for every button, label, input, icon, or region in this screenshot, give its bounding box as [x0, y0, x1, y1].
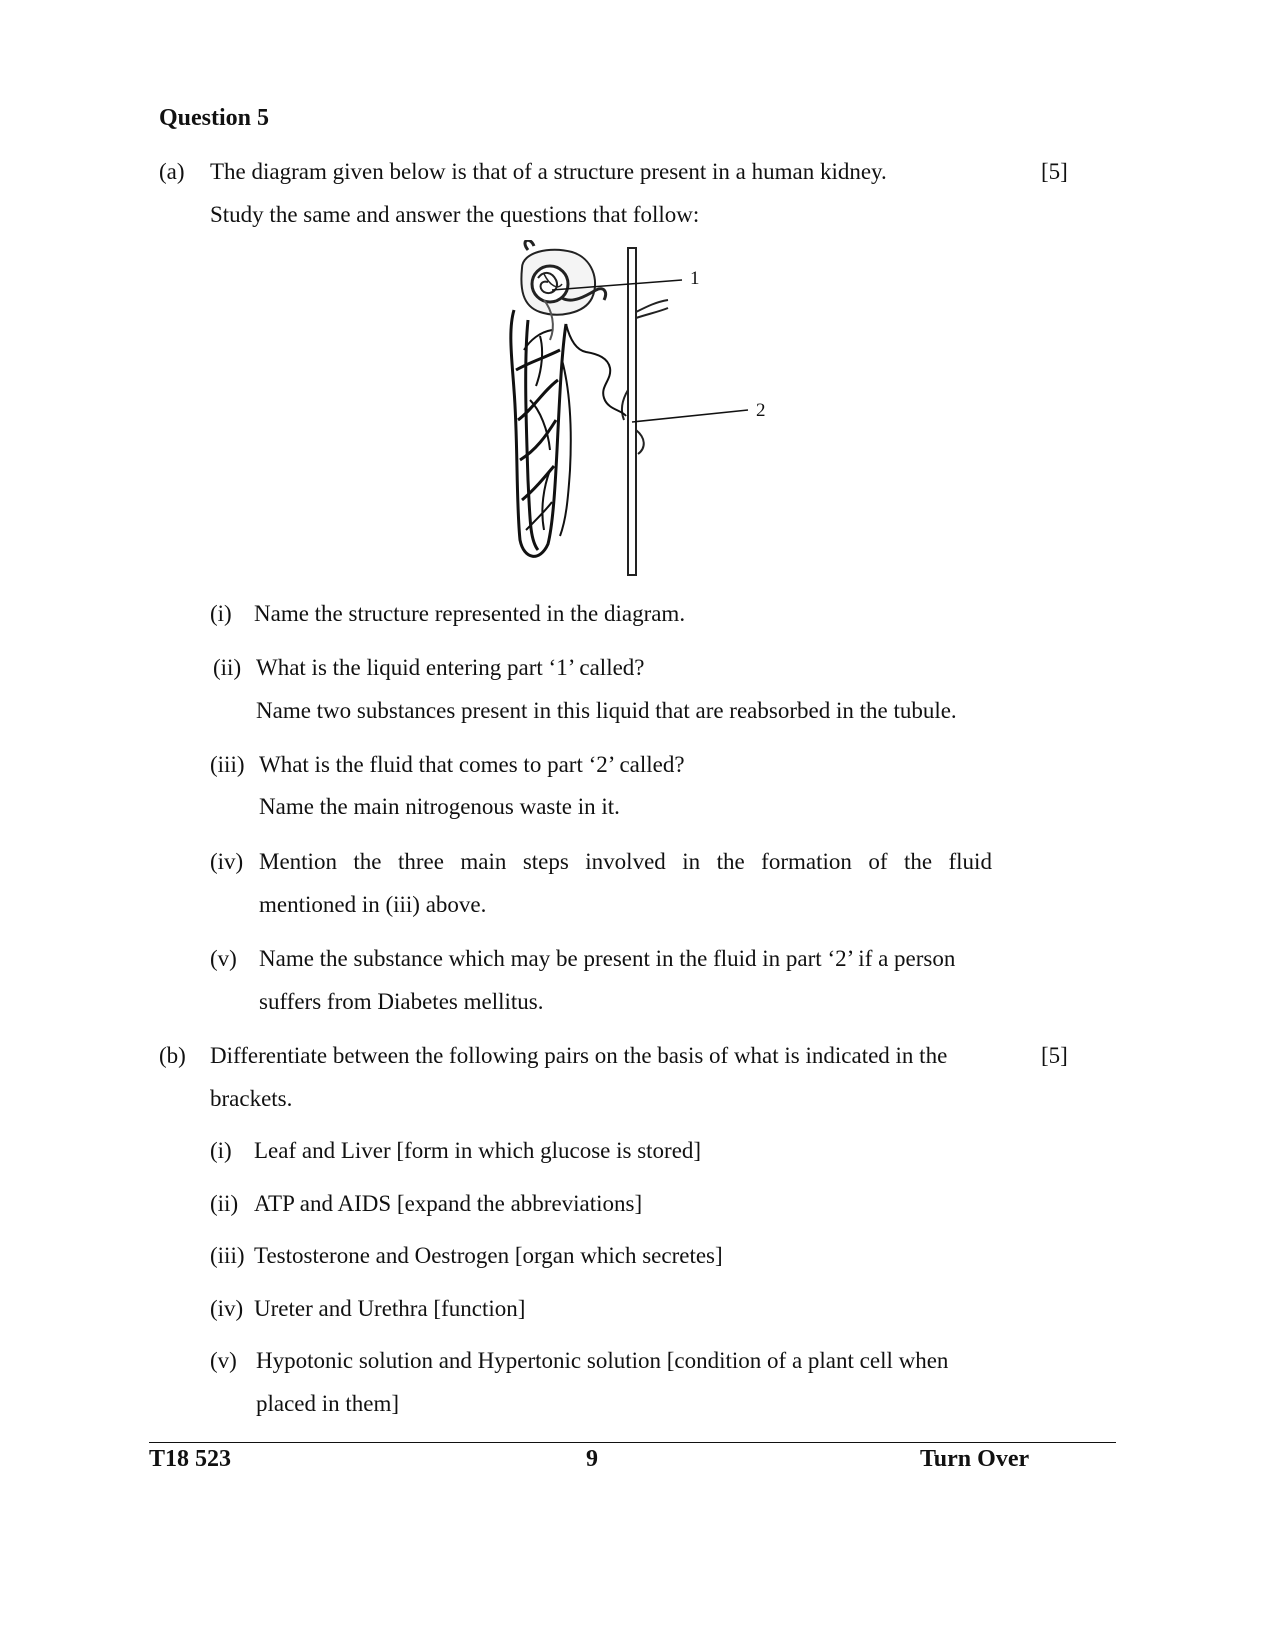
word: Mention [259, 849, 337, 874]
question-title: Question 5 [159, 105, 270, 131]
part-a-intro: The diagram given below is that of a structure present in a human kidney. [210, 159, 887, 184]
part-a-intro-line2: Study the same and answer the questions that follow: [210, 202, 700, 227]
a-item-ii-text2: Name two substances present in this liquid that are reabsorbed in the tubule. [256, 698, 957, 723]
word: three [397, 849, 444, 874]
word: the [716, 849, 745, 874]
part-b-intro-line2: brackets. [210, 1086, 293, 1111]
b-item-v-num: (v) [210, 1348, 237, 1373]
a-item-ii-text: What is the liquid entering part ‘1’ called? [256, 655, 645, 680]
collecting-duct [622, 248, 668, 575]
b-item-i-text: Leaf and Liver [form in which glucose is stored] [254, 1138, 702, 1163]
a-item-iii-text2: Name the main nitrogenous waste in it. [259, 794, 620, 819]
a-item-iii-text: What is the fluid that comes to part ‘2’ called? [259, 752, 685, 777]
word: fluid [948, 849, 992, 874]
part-b-intro: Differentiate between the following pairs on the basis of what is indicated in the [210, 1043, 948, 1068]
b-item-iv-num: (iv) [210, 1296, 244, 1321]
b-item-v-text: Hypotonic solution and Hypertonic solution [condition of a plant cell when [256, 1348, 949, 1373]
word: formation [761, 849, 852, 874]
word: main [460, 849, 507, 874]
a-item-iv-num: (iv) [210, 849, 244, 874]
part-b-label: (b) [159, 1043, 186, 1068]
word: the [353, 849, 382, 874]
part-a-label: (a) [159, 159, 185, 184]
footer-page-number: 9 [586, 1446, 598, 1472]
word: the [903, 849, 933, 874]
footer-turn-over: Turn Over [920, 1446, 1030, 1472]
a-item-i-num: (i) [210, 601, 232, 626]
label-2-leader [632, 410, 748, 422]
footer-code: T18 523 [149, 1446, 232, 1472]
a-item-iv-text2: mentioned in (iii) above. [259, 892, 487, 917]
a-item-v-text2: suffers from Diabetes mellitus. [259, 989, 544, 1014]
word: in [682, 849, 701, 874]
b-item-v-text2: placed in them] [256, 1391, 400, 1416]
a-item-ii-num: (ii) [213, 655, 242, 680]
a-item-i-text: Name the structure represented in the diagram. [254, 601, 686, 626]
a-item-v-num: (v) [210, 946, 237, 971]
b-item-iii-text: Testosterone and Oestrogen [organ which secretes] [254, 1243, 723, 1268]
b-item-ii-text: ATP and AIDS [expand the abbreviations] [254, 1191, 643, 1216]
a-item-iii-num: (iii) [210, 752, 245, 777]
diagram-label-1: 1 [690, 268, 700, 289]
a-item-iv-text [259, 848, 992, 876]
word: of [868, 849, 888, 874]
renal-tubule [511, 300, 626, 556]
a-item-v-text: Name the substance which may be present in the fluid in part ‘2’ if a person [259, 946, 956, 971]
b-item-iii-num: (iii) [210, 1243, 245, 1268]
word: involved [585, 849, 666, 874]
nephron-diagram [500, 240, 800, 585]
word: steps [522, 849, 569, 874]
bowmans-capsule [521, 240, 605, 314]
part-a-marks: [5] [1041, 159, 1068, 184]
b-item-iv-text: Ureter and Urethra [function] [254, 1296, 526, 1321]
part-b-marks: [5] [1041, 1043, 1068, 1068]
b-item-ii-num: (ii) [210, 1191, 239, 1216]
b-item-i-num: (i) [210, 1138, 232, 1163]
footer-rule [149, 1442, 1116, 1443]
diagram-label-2: 2 [756, 400, 766, 421]
